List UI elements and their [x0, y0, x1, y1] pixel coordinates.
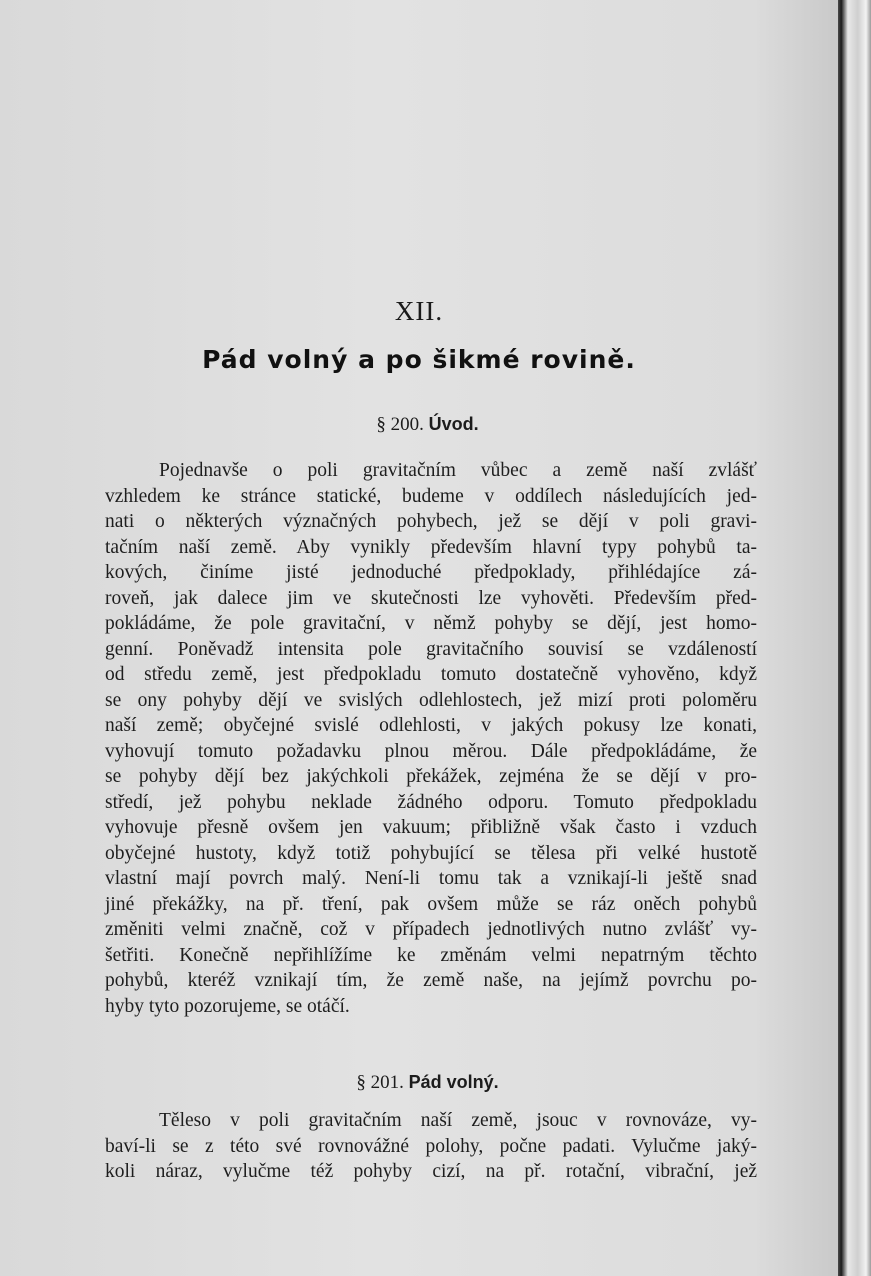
- text-line: genní. Poněvadž intensita pole gravitačního souvisí se vzdáleností: [105, 638, 757, 660]
- section-200-title: Úvod.: [428, 414, 479, 434]
- text-line: vyhovují tomuto požadavku plnou měrou. Dále předpokládáme, že: [105, 740, 757, 762]
- text-line: naší země; obyčejné svislé odlehlosti, v jakých pokusy lze konati,: [105, 715, 757, 736]
- text-line: pohybů, kteréž vznikají tím, že země naše, na jejímž povrchu po-: [105, 970, 757, 991]
- text-line: vlastní mají povrch malý. Není-li tomu tak a vznikají-li ještě snad: [105, 868, 757, 889]
- chapter-title: Pád volný a po šikmé rovině.: [202, 345, 636, 374]
- text-line: od středu země, jest předpokladu tomuto dostatečně vyhověno, když: [105, 664, 757, 685]
- section-201-sign: § 201.: [356, 1072, 404, 1093]
- text-line: se ony pohyby dějí ve svislých odlehlostech, jež mizí proti poloměru: [105, 689, 757, 711]
- text-line: Těleso v poli gravitačním naší země, jsouc v rovnováze, vy-: [159, 1110, 757, 1131]
- book-spine-edge: [838, 0, 871, 1276]
- section-201-heading: [0, 1072, 838, 1094]
- text-line: nati o některých význačných pohybech, jež se dějí v poli gravi-: [105, 511, 757, 532]
- text-line: hyby tyto pozorujeme, se otáčí.: [105, 995, 350, 1017]
- chapter-number: XII.: [394, 296, 444, 326]
- text-line: vyhovuje přesně ovšem jen vakuum; přibližně však často i vzduch: [105, 817, 757, 838]
- text-line: středí, jež pohybu neklade žádného odporu. Tomuto předpokladu: [105, 791, 757, 813]
- text-line: změniti velmi značně, což v případech jednotlivých nutno zvlášť vy-: [105, 919, 757, 940]
- section-200-sign: § 200.: [376, 414, 424, 435]
- text-line: kových, činíme jisté jednoduché předpoklady, přihlédajíce zá-: [105, 562, 757, 583]
- text-line: tačním naší země. Aby vynikly především hlavní typy pohybů ta-: [105, 536, 757, 558]
- text-line: se pohyby dějí bez jakýchkoli překážek, zejména že se dějí v pro-: [105, 766, 757, 787]
- text-line: baví-li se z této své rovnovážné polohy, počne padati. Vylučme jaký-: [105, 1135, 757, 1157]
- text-line: koli náraz, vylučme též pohyby cizí, na př. rotační, vibrační, jež: [105, 1161, 757, 1182]
- section-201-title: Pád volný.: [408, 1072, 499, 1092]
- text-line: šetřiti. Konečně nepřihlížíme ke změnám velmi nepatrným těchto: [105, 944, 757, 966]
- text-line: vzhledem ke stránce statické, budeme v oddílech následujících jed-: [105, 485, 757, 507]
- paragraph-free-fall: [105, 1108, 757, 1185]
- text-line: obyčejné hustoty, když totiž pohybující se tělesa při velké hustotě: [105, 842, 757, 864]
- section-200-heading: [0, 414, 838, 436]
- paragraph-intro: [105, 458, 757, 1019]
- text-line: Pojednavše o poli gravitačním vůbec a země naší zvlášť: [159, 460, 757, 481]
- text-line: jiné překážky, na př. tření, pak ovšem může se ráz oněch pohybů: [105, 893, 757, 915]
- text-line: pokládáme, že pole gravitační, v němž pohyby se dějí, jest homo-: [105, 613, 757, 634]
- text-line: roveň, jak dalece jim ve skutečnosti lze vyhověti. Především před-: [105, 587, 757, 609]
